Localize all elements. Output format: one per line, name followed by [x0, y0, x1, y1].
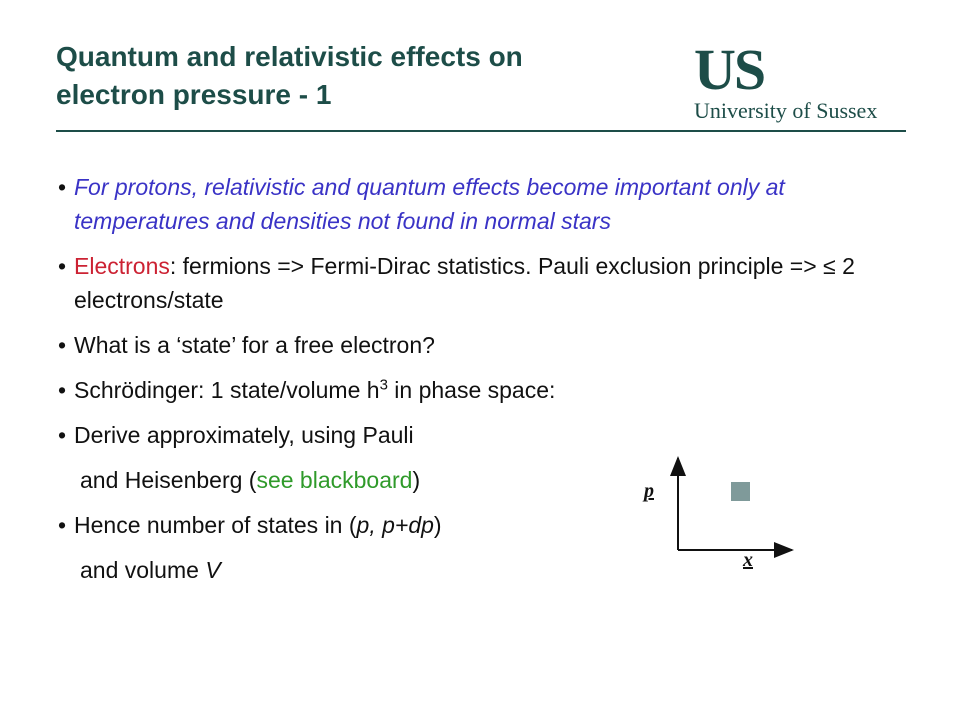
bullet-text: Hence number of states in ( [74, 512, 357, 538]
bullet-text: and volume [80, 557, 206, 583]
bullet-text-end: ) [433, 512, 442, 538]
title-line-1: Quantum and relativistic effects on [56, 41, 523, 72]
slide-title [56, 38, 656, 114]
bullet-schrodinger [58, 373, 878, 407]
momentum-interval: p, p+dp [356, 512, 434, 538]
title-line-2: electron pressure - 1 [56, 79, 332, 110]
logo-mark: US [694, 37, 765, 102]
phase-space-diagram [630, 450, 800, 580]
bullet-dot: • [58, 422, 67, 448]
bullet-text-end: ) [412, 467, 421, 493]
logo-name: University of Sussex [694, 98, 878, 123]
bullet-state-question [58, 328, 878, 362]
title-divider [56, 130, 906, 132]
blackboard-highlight: see blackboard [256, 467, 413, 493]
bullet-dot: • [58, 253, 67, 279]
university-logo [694, 37, 906, 124]
bullet-derive [58, 418, 878, 452]
superscript: 3 [379, 376, 388, 394]
volume-symbol: V [205, 557, 221, 583]
bullet-text: Derive approximately, using Pauli [74, 422, 414, 448]
bullet-dot: • [58, 377, 67, 403]
bullet-electrons [58, 249, 878, 317]
bullet-dot: • [58, 174, 67, 200]
bullet-text: For protons, relativistic and quantum effects become important only at temperatures and densities not found in normal stars [74, 174, 785, 234]
y-axis-label: p [644, 480, 654, 502]
bullet-text: and Heisenberg ( [80, 467, 257, 493]
phase-space-axes [630, 450, 800, 580]
x-axis-label: x [743, 549, 753, 571]
bullet-text: What is a ‘state’ for a free electron? [74, 332, 435, 358]
bullet-text: Schrödinger: 1 state/volume h [74, 377, 380, 403]
electrons-highlight: Electrons [74, 253, 170, 279]
bullet-protons [58, 170, 878, 238]
bullet-dot: • [58, 512, 67, 538]
bullet-text: : fermions => Fermi-Dirac statistics. Pauli exclusion principle => ≤ 2 electrons/state [74, 253, 855, 313]
bullet-dot: • [58, 332, 67, 358]
bullet-text-end: in phase space: [387, 377, 556, 403]
phase-space-cell [731, 482, 750, 501]
